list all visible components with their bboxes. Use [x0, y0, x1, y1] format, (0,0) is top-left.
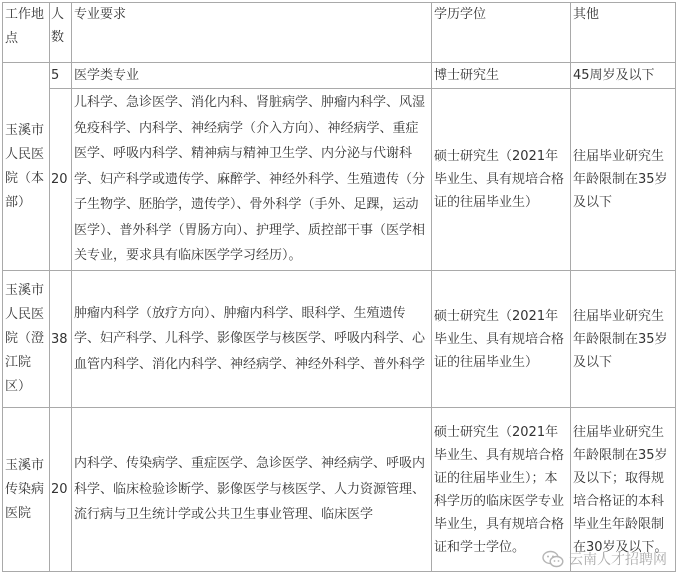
header-other: 其他	[571, 3, 676, 63]
recruitment-table-page	[2, 2, 675, 573]
table-row	[3, 408, 676, 572]
cell-count: 5	[50, 63, 72, 89]
cell-major: 肿瘤内科学（放疗方向）、肿瘤内科学、眼科学、生殖遗传学、妇产科学、儿科学、影像医学与核医学、呼吸内科学、心血管内科学、消化内科学、神经病学、神经外科学、普外科学	[72, 271, 432, 408]
watermark-text: 云南人才招聘网	[569, 552, 667, 568]
cell-other: 往届毕业研究生年龄限制在35岁及以下	[571, 89, 676, 271]
cell-degree: 博士研究生	[432, 63, 571, 89]
watermark	[542, 549, 667, 569]
header-count: 人数	[50, 3, 72, 63]
cell-location: 玉溪市人民医院（澄江院区）	[3, 271, 50, 408]
cell-location: 玉溪市人民医院（本部）	[3, 63, 50, 271]
table-row	[3, 63, 676, 89]
cell-other: 往届毕业研究生年龄限制在35岁及以下；取得规培合格证的本科毕业生年龄限制在30岁及以下。	[571, 408, 676, 572]
cell-count: 20	[50, 408, 72, 572]
table-row	[3, 89, 676, 271]
header-location: 工作地点	[3, 3, 50, 63]
cell-degree: 硕士研究生（2021年毕业生、具有规培合格证的往届毕业生）	[432, 89, 571, 271]
cell-degree: 硕士研究生（2021年毕业生、具有规培合格证的往届毕业生）；本科学历的临床医学专业毕业生，具有规培合格证和学士学位。	[432, 408, 571, 572]
table-header-row	[3, 3, 676, 63]
cell-other: 45周岁及以下	[571, 63, 676, 89]
cell-major: 医学类专业	[72, 63, 432, 89]
cell-location: 玉溪市传染病医院	[3, 408, 50, 572]
cell-count: 20	[50, 89, 72, 271]
header-degree: 学历学位	[432, 3, 571, 63]
table-row	[3, 271, 676, 408]
cell-degree: 硕士研究生（2021年毕业生、具有规培合格证的往届毕业生）	[432, 271, 571, 408]
cell-major: 儿科学、急诊医学、消化内科、肾脏病学、肿瘤内科学、风湿免疫科学、内科学、神经病学（介入方向）、神经病学、重症医学、呼吸内科学、精神病与精神卫生学、内分泌与代谢科学、妇产科学或遗传学、麻醉学、神经外科学、生殖遗传（分子生物学、胚胎学，遗传学）、骨外科学（手外、足踝，运动医学）、普外科学（胃肠方向）、护理学、质控部干事（医学相关专业，要求具有临床医学学习经历）。	[72, 89, 432, 271]
header-major: 专业要求	[72, 3, 432, 63]
cell-count: 38	[50, 271, 72, 408]
recruitment-table	[2, 2, 676, 572]
cell-major: 内科学、传染病学、重症医学、急诊医学、神经病学、呼吸内科学、临床检验诊断学、影像医学与核医学、人力资源管理、流行病与卫生统计学或公共卫生事业管理、临床医学	[72, 408, 432, 572]
wechat-icon	[542, 550, 564, 568]
cell-other: 往届毕业研究生年龄限制在35岁及以下	[571, 271, 676, 408]
